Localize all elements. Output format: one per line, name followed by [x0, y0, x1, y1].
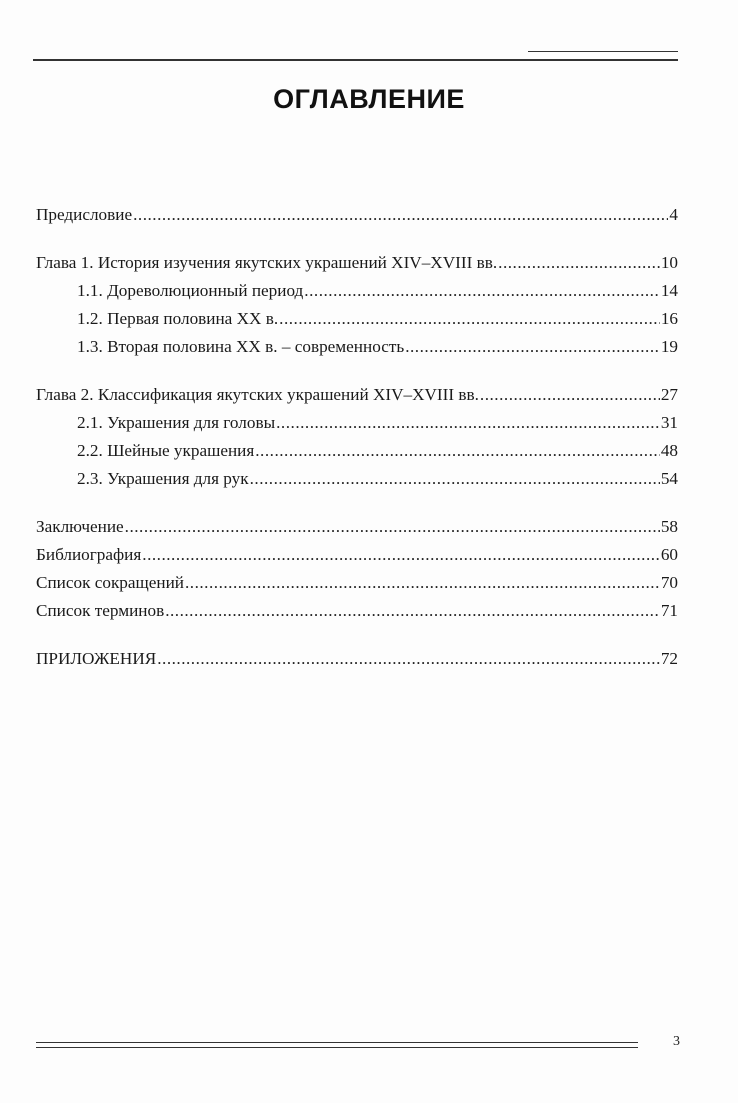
toc-leader-dots — [498, 249, 660, 277]
toc-entry-label: Библиография — [36, 545, 142, 564]
footer-rule-bottom — [36, 1047, 638, 1048]
toc-entry-preface[interactable] — [36, 201, 678, 229]
toc-entry-page: 48 — [660, 441, 678, 460]
toc-entry-section-2-3[interactable] — [36, 465, 678, 493]
toc-entry-label: Глава 1. История изучения якутских украшений XIV–XVIII вв. — [36, 253, 498, 272]
toc-entry-page: 19 — [660, 337, 678, 356]
toc-entry-page: 31 — [660, 413, 678, 432]
toc-entry-label: 1.2. Первая половина XX в. — [77, 309, 279, 328]
toc-entry-section-2-2[interactable] — [36, 437, 678, 465]
toc-entry-chapter-1[interactable] — [36, 249, 678, 277]
header-rule-short — [528, 51, 678, 52]
toc-leader-dots — [255, 437, 660, 465]
toc-entry-label: Глава 2. Классификация якутских украшений XIV–XVIII вв. — [36, 385, 479, 404]
toc-leader-dots — [405, 333, 660, 361]
toc-entry-section-2-1[interactable] — [36, 409, 678, 437]
toc-entry-page: 16 — [660, 309, 678, 328]
toc-entry-conclusion[interactable] — [36, 513, 678, 541]
toc-entry-section-1-2[interactable] — [36, 305, 678, 333]
toc-entry-label: Список сокращений — [36, 573, 184, 592]
toc-leader-dots — [480, 381, 660, 409]
toc-entry-label: 2.1. Украшения для головы — [77, 413, 276, 432]
toc-entry-page: 10 — [660, 253, 678, 272]
toc-leader-dots — [133, 201, 668, 229]
toc-entry-page: 4 — [669, 205, 678, 224]
toc-entry-label: 1.3. Вторая половина XX в. – современность — [77, 337, 405, 356]
toc-entry-page: 72 — [660, 649, 678, 668]
toc-leader-dots — [125, 513, 660, 541]
toc-entry-label: 2.2. Шейные украшения — [77, 441, 255, 460]
table-of-contents — [36, 201, 678, 673]
toc-entry-label: ПРИЛОЖЕНИЯ — [36, 649, 157, 668]
toc-entry-bibliography[interactable] — [36, 541, 678, 569]
toc-entry-page: 70 — [660, 573, 678, 592]
toc-leader-dots — [279, 305, 660, 333]
toc-entry-label: Заключение — [36, 517, 124, 536]
toc-leader-dots — [304, 277, 660, 305]
toc-entry-page: 71 — [660, 601, 678, 620]
toc-entry-section-1-1[interactable] — [36, 277, 678, 305]
toc-leader-dots — [165, 597, 660, 625]
toc-leader-dots — [250, 465, 660, 493]
toc-entry-page: 54 — [660, 469, 678, 488]
toc-entry-page: 58 — [660, 517, 678, 536]
page-number: 3 — [673, 1034, 680, 1049]
toc-entry-appendices[interactable] — [36, 645, 678, 673]
toc-entry-label: Список терминов — [36, 601, 165, 620]
toc-entry-terms[interactable] — [36, 597, 678, 625]
toc-leader-dots — [157, 645, 660, 673]
footer-rule-top — [36, 1042, 638, 1043]
header-rule-long — [33, 59, 678, 61]
toc-entry-page: 14 — [660, 281, 678, 300]
toc-entry-page: 60 — [660, 545, 678, 564]
toc-entry-label: 1.1. Дореволюционный период — [77, 281, 304, 300]
toc-leader-dots — [276, 409, 660, 437]
toc-leader-dots — [185, 569, 660, 597]
toc-leader-dots — [142, 541, 660, 569]
toc-entry-label: 2.3. Украшения для рук — [77, 469, 249, 488]
page-title: ОГЛАВЛЕНИЕ — [273, 84, 465, 114]
toc-entry-abbreviations[interactable] — [36, 569, 678, 597]
toc-entry-chapter-2[interactable] — [36, 381, 678, 409]
toc-entry-page: 27 — [660, 385, 678, 404]
toc-entry-section-1-3[interactable] — [36, 333, 678, 361]
toc-entry-label: Предисловие — [36, 205, 133, 224]
